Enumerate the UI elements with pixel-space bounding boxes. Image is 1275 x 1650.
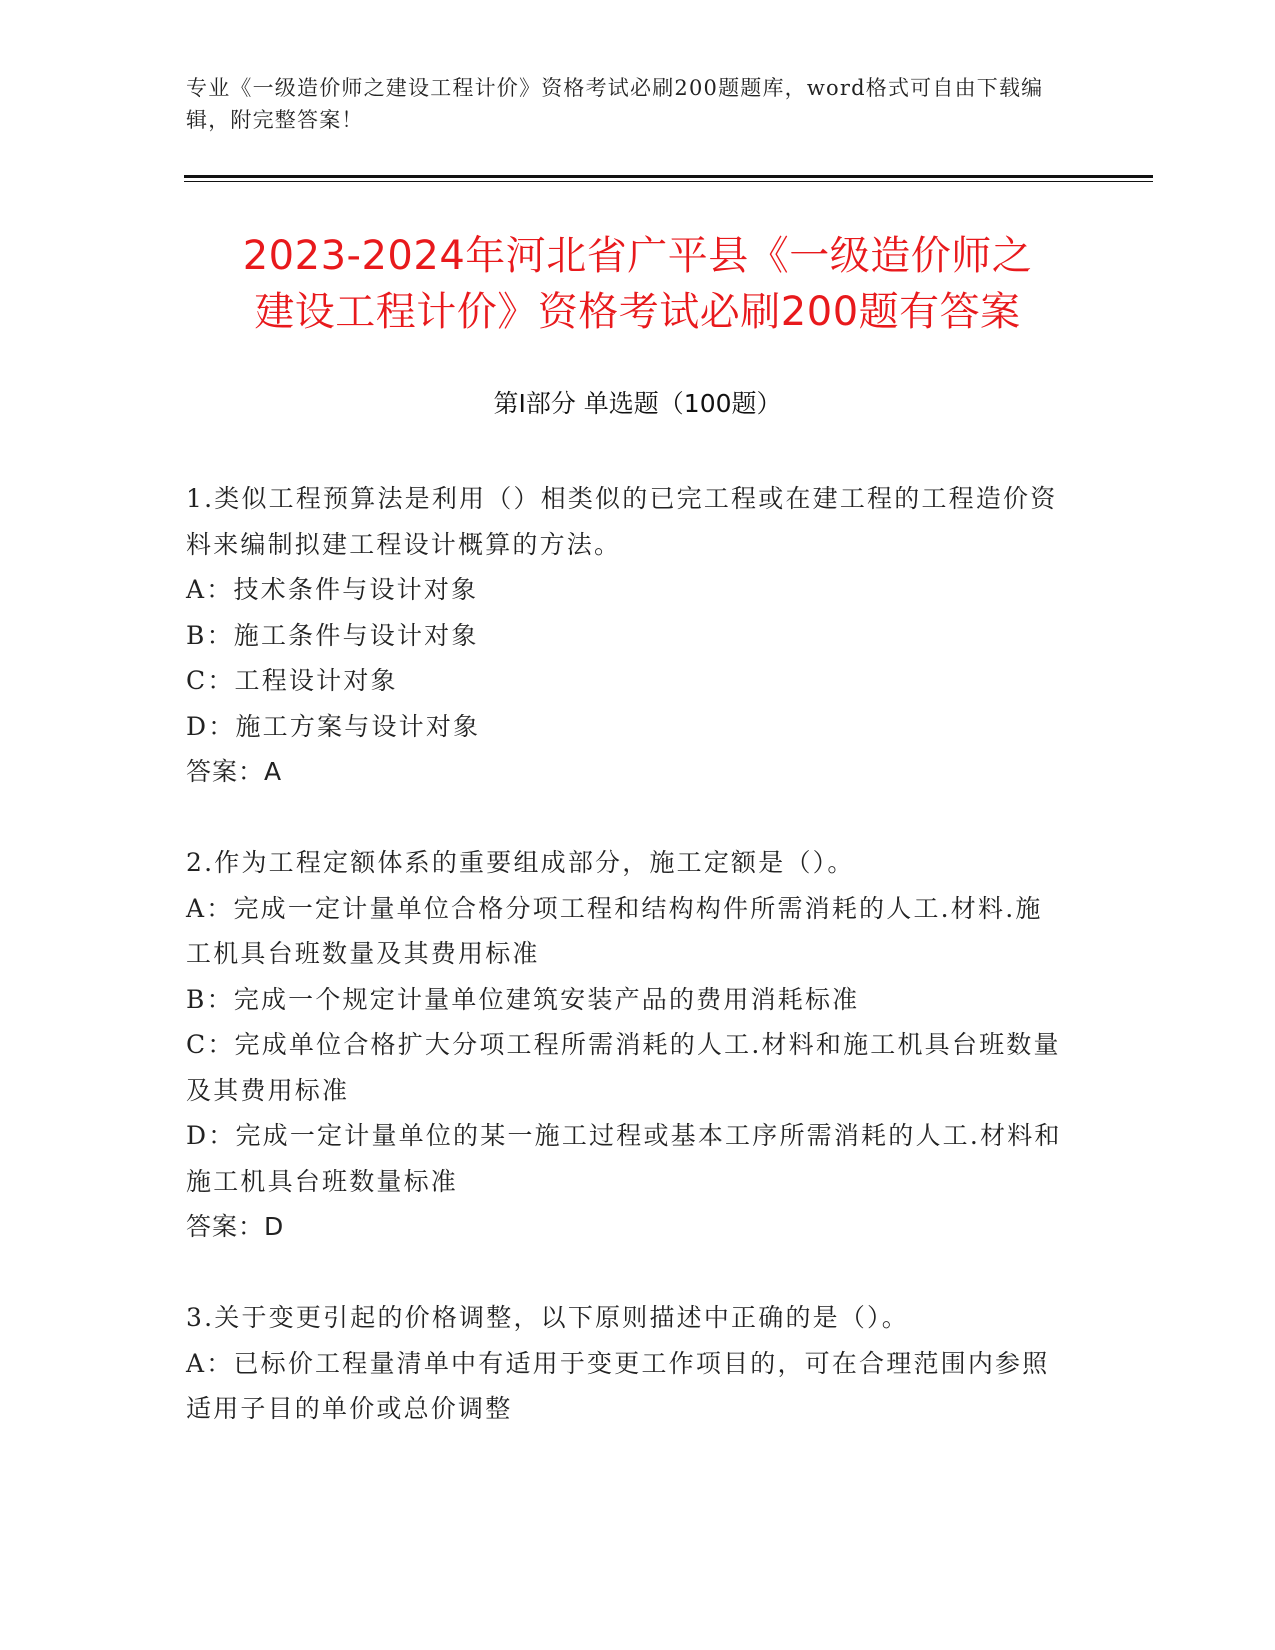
question-stem: 2.作为工程定额体系的重要组成部分，施工定额是（）。 [186, 848, 855, 877]
option-d: D：完成一定计量单位的某一施工过程或基本工序所需消耗的人工.材料和施工机具台班数量标准 [186, 1121, 1062, 1196]
title-line-2: 建设工程计价》资格考试必刷200题有答案 [254, 289, 1021, 335]
section-title: 第Ⅰ部分 单选题（100题） [493, 389, 782, 418]
document-title [150, 228, 1125, 340]
question-1 [186, 476, 1066, 795]
option-b: B：完成一个规定计量单位建筑安装产品的费用消耗标准 [186, 984, 860, 1014]
answer-line: 答案：D [186, 1212, 285, 1241]
option-d: D：施工方案与设计对象 [186, 711, 481, 741]
answer-line: 答案：A [186, 757, 283, 786]
option-b: B：施工条件与设计对象 [186, 620, 479, 650]
question-2 [186, 840, 1066, 1250]
option-a: A：技术条件与设计对象 [186, 575, 479, 604]
option-c: C：完成单位合格扩大分项工程所需消耗的人工.材料和施工机具台班数量及其费用标准 [186, 1030, 1061, 1105]
header-note: 专业《一级造价师之建设工程计价》资格考试必刷200题题库，word格式可自由下载编辑，附完整答案！ [186, 76, 1044, 132]
option-c: C：工程设计对象 [186, 666, 398, 695]
question-stem: 3.关于变更引起的价格调整，以下原则描述中正确的是（）。 [186, 1303, 909, 1332]
header-divider-thick [184, 175, 1153, 178]
question-list [186, 476, 1066, 1477]
option-a: A：完成一定计量单位合格分项工程和结构构件所需消耗的人工.材料.施工机具台班数量及其费用标准 [186, 893, 1043, 968]
question-stem: 1.类似工程预算法是利用（）相类似的已完工程或在建工程的工程造价资料来编制拟建工程设计概算的方法。 [186, 484, 1058, 559]
title-line-1: 2023-2024年河北省广平县《一级造价师之 [242, 233, 1033, 279]
option-a: A：已标价工程量清单中有适用于变更工作项目的，可在合理范围内参照适用子目的单价或总价调整 [186, 1348, 1050, 1423]
question-3 [186, 1295, 1066, 1432]
header-divider-thin [184, 181, 1153, 182]
